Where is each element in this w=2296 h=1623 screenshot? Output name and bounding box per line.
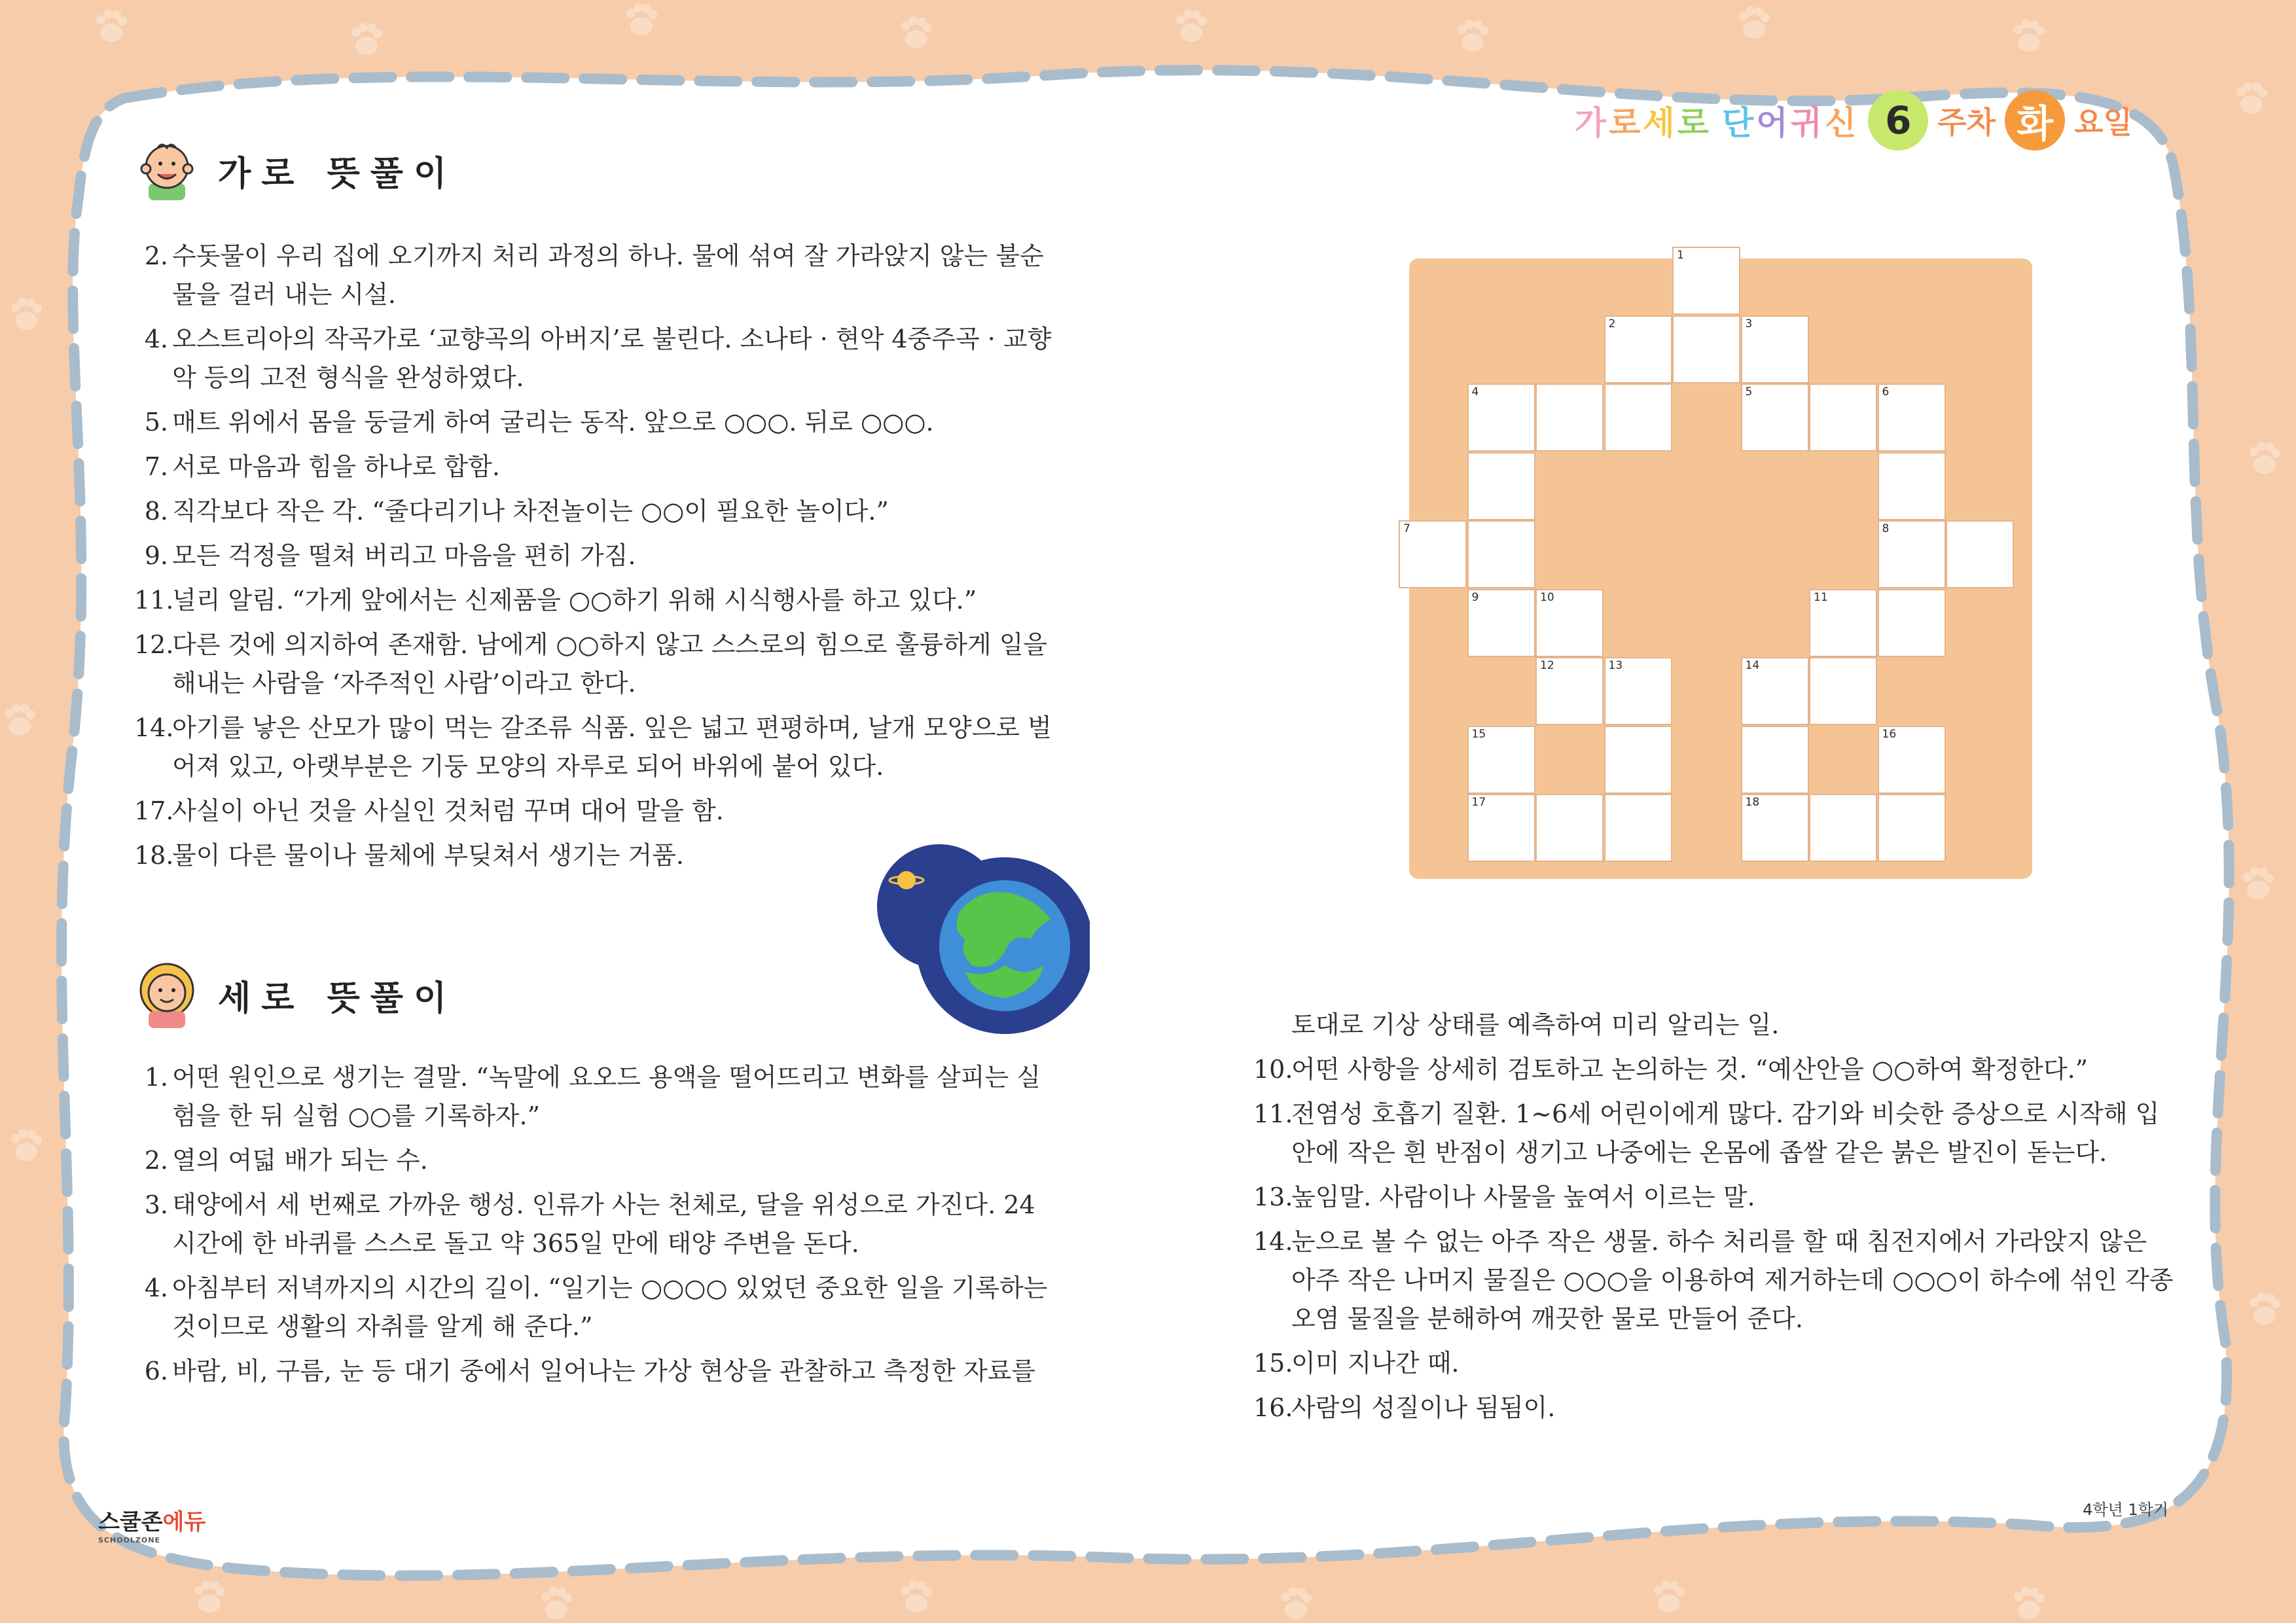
- crossword-cell[interactable]: [1809, 383, 1877, 452]
- clue-item: [1253, 1389, 2176, 1427]
- cell-number: 17: [1471, 796, 1486, 809]
- publisher-logo: [98, 1504, 206, 1544]
- clue-text: 아침부터 저녁까지의 시간의 길이. “일기는 ○○○○ 있었던 중요한 일을 기록하는 것이므로 생활의 자취를 알게 해 준다.”: [172, 1274, 1048, 1341]
- cell-number: 1: [1677, 249, 1684, 262]
- series-title-char: 단: [1722, 104, 1757, 142]
- clue-number: 14.: [1253, 1227, 1293, 1256]
- clue-text: 이미 지나간 때.: [1291, 1349, 1460, 1378]
- clue-text: 서로 마음과 힘을 하나로 합함.: [172, 452, 500, 481]
- cell-number: 9: [1471, 590, 1479, 604]
- clue-text: 수돗물이 우리 집에 오기까지 처리 과정의 하나. 물에 섞여 잘 가라앉지 않는 불순물을 걸러 내는 시설.: [172, 241, 1044, 309]
- crossword-cell[interactable]: [1535, 794, 1604, 862]
- clue-item: [134, 537, 1057, 575]
- clue-number: 9.: [144, 541, 168, 570]
- logo-text: 스쿨존: [98, 1509, 163, 1535]
- cell-number: 10: [1540, 590, 1554, 604]
- crossword-cell[interactable]: [1741, 794, 1809, 862]
- crossword-cell[interactable]: [1741, 383, 1809, 452]
- clue-item: [1253, 1344, 2176, 1383]
- series-title: [1575, 97, 1859, 144]
- crossword-cell[interactable]: [1809, 589, 1877, 657]
- cell-number: 5: [1745, 385, 1753, 399]
- across-title: 가로 뜻풀이: [218, 154, 457, 194]
- clue-number: 11.: [1253, 1099, 1293, 1128]
- clue-number: 1.: [144, 1063, 168, 1092]
- clue-number: 8.: [144, 497, 168, 526]
- clue-text: 바람, 비, 구름, 눈 등 대기 중에서 일어나는 가상 현상을 관찰하고 측정한 자료를: [172, 1357, 1036, 1385]
- cell-number: 13: [1608, 659, 1623, 672]
- clue-item: [134, 581, 1057, 620]
- clue-number: 2.: [144, 1146, 168, 1175]
- crossword-cell[interactable]: [1535, 589, 1604, 657]
- clue-number: 11.: [134, 586, 174, 615]
- clue-number: 5.: [144, 408, 168, 437]
- crossword-cell[interactable]: [1741, 726, 1809, 794]
- clue-number: 4.: [144, 1274, 168, 1302]
- clue-item: [1253, 1050, 2176, 1089]
- girl-face-icon: [134, 959, 200, 1031]
- crossword-cell[interactable]: [1878, 794, 1946, 862]
- clue-number: 12.: [134, 630, 174, 659]
- crossword-cell[interactable]: [1741, 657, 1809, 725]
- clue-item: [134, 448, 1057, 486]
- down-title: 세로 뜻풀이: [218, 978, 457, 1018]
- earth-illustration: [867, 841, 1090, 1037]
- crossword-cell[interactable]: [1467, 589, 1535, 657]
- logo-sub: SCHOOLZONE: [98, 1536, 160, 1544]
- day-badge: [2005, 90, 2065, 151]
- clue-text: 직각보다 작은 각. “줄다리기나 차전놀이는 ○○이 필요한 놀이다.”: [172, 497, 889, 526]
- clue-text: 눈으로 볼 수 없는 아주 작은 생물. 하수 처리를 할 때 침전지에서 가라앉지 않은 아주 작은 나머지 물질은 ○○○을 이용하여 제거하는데 ○○○이 하수에 섞인 각종 오염 물질을 분해하여 깨끗한 물로 만들어 준다.: [1291, 1227, 2174, 1333]
- clue-number: 18.: [134, 841, 174, 870]
- crossword-cell[interactable]: [1878, 452, 1946, 520]
- crossword-cell[interactable]: [1741, 315, 1809, 383]
- down-clue-list-left: [134, 1058, 1057, 1397]
- clue-number: 3.: [144, 1190, 168, 1219]
- clue-number: 15.: [1253, 1349, 1293, 1378]
- cell-number: 12: [1540, 659, 1554, 672]
- clue-item: [134, 792, 1057, 830]
- clue-number: 13.: [1253, 1183, 1293, 1211]
- crossword-cell[interactable]: [1399, 520, 1467, 588]
- crossword-cell[interactable]: [1878, 520, 1946, 588]
- clue-number: 2.: [144, 241, 168, 270]
- clue-number: 14.: [134, 713, 174, 742]
- clue-text: 물이 다른 물이나 물체에 부딪쳐서 생기는 거품.: [172, 841, 685, 870]
- clue-item: [134, 1186, 1057, 1263]
- cell-number: 11: [1814, 590, 1828, 604]
- clue-text: 높임말. 사람이나 사물을 높여서 이르는 말.: [1291, 1183, 1755, 1211]
- clue-number: 7.: [144, 452, 168, 481]
- clue-number: 6.: [144, 1357, 168, 1385]
- series-title-char: 로: [1677, 104, 1712, 142]
- clue-item: [134, 1352, 1057, 1391]
- crossword-cell[interactable]: [1467, 520, 1535, 588]
- cell-number: 4: [1471, 385, 1479, 399]
- crossword-cell[interactable]: [1878, 726, 1946, 794]
- across-header: [134, 137, 457, 203]
- clue-number: 17.: [134, 796, 174, 825]
- clue-item: [134, 237, 1057, 314]
- clue-text: 어떤 원인으로 생기는 결말. “녹말에 요오드 용액을 떨어뜨리고 변화를 살피는 실험을 한 뒤 실험 ○○를 기록하자.”: [172, 1063, 1041, 1130]
- clue-text: 어떤 사항을 상세히 검토하고 논의하는 것. “예산안을 ○○하여 확정한다.”: [1291, 1055, 2089, 1084]
- cell-number: 14: [1745, 659, 1760, 672]
- clue-text: 다른 것에 의지하여 존재함. 남에게 ○○하지 않고 스스로의 힘으로 훌륭하게 일을 해내는 사람을 ‘자주적인 사람’이라고 한다.: [172, 630, 1048, 698]
- crossword-cell[interactable]: [1467, 452, 1535, 520]
- crossword-cell[interactable]: [1535, 383, 1604, 452]
- clue-item: [134, 709, 1057, 786]
- week-number: 6: [1885, 98, 1912, 143]
- crossword-cell[interactable]: [1878, 589, 1946, 657]
- crossword-cell[interactable]: [1535, 657, 1604, 725]
- series-title-char: 세: [1643, 104, 1677, 142]
- series-title-char: 귀: [1790, 104, 1825, 142]
- clue-text: 사람의 성질이나 됨됨이.: [1291, 1393, 1556, 1422]
- clue-item: [134, 1058, 1057, 1135]
- clue-text: 매트 위에서 몸을 둥글게 하여 굴리는 동작. 앞으로 ○○○. 뒤로 ○○○.: [172, 408, 934, 437]
- crossword-cell[interactable]: [1604, 726, 1672, 794]
- down-clue-list-right: [1253, 1050, 2176, 1433]
- crossword-cell[interactable]: [1604, 315, 1672, 383]
- series-title-char: 로: [1609, 104, 1643, 142]
- clue-item: [134, 403, 1057, 442]
- boy-face-icon: [134, 137, 200, 203]
- clue-text: 태양에서 세 번째로 가까운 행성. 인류가 사는 천체로, 달을 위성으로 가진다. 24시간에 한 바퀴를 스스로 돌고 약 365일 만에 태양 주변을 돈다.: [172, 1190, 1035, 1258]
- cell-number: 2: [1608, 317, 1616, 330]
- clue-number: 16.: [1253, 1393, 1293, 1422]
- series-title-char: 가: [1574, 104, 1609, 142]
- day-text: 화: [2017, 101, 2054, 146]
- crossword-cell[interactable]: [1672, 315, 1740, 383]
- clue-item: [134, 626, 1057, 703]
- cell-number: 3: [1745, 317, 1753, 330]
- clue-item: [134, 1141, 1057, 1180]
- series-title-char: 어: [1756, 104, 1791, 142]
- crossword-cell[interactable]: [1604, 794, 1672, 862]
- cell-number: 8: [1882, 522, 1890, 535]
- grade-label: 4학년 1학기: [2083, 1501, 2168, 1519]
- clue-item: [134, 1269, 1057, 1346]
- clue-item: [134, 492, 1057, 531]
- cell-number: 7: [1403, 522, 1410, 535]
- cell-number: 18: [1745, 796, 1760, 809]
- clue-number: 10.: [1253, 1055, 1293, 1084]
- clue-item: [1253, 1095, 2176, 1172]
- clue-item: [1253, 1222, 2176, 1338]
- week-label: 주차: [1937, 105, 1996, 140]
- clue-text: 널리 알림. “가게 앞에서는 신제품을 ○○하기 위해 시식행사를 하고 있다.”: [172, 586, 977, 615]
- crossword-cell[interactable]: [1604, 383, 1672, 452]
- clue-text: 전염성 호흡기 질환. 1~6세 어린이에게 많다. 감기와 비슷한 증상으로 시작해 입안에 작은 흰 반점이 생기고 나중에는 온몸에 좁쌀 같은 붉은 발진이 돋는다.: [1291, 1099, 2160, 1167]
- clue-text: 오스트리아의 작곡가로 ‘교향곡의 아버지’로 불린다. 소나타 · 현악 4중주곡 · 교향악 등의 고전 형식을 완성하였다.: [172, 325, 1052, 392]
- clue-text: 열의 여덟 배가 되는 수.: [172, 1146, 428, 1175]
- across-clue-list: [134, 237, 1057, 881]
- clue-number: 4.: [144, 325, 168, 353]
- down-clue-6-continuation: 토대로 기상 상태를 예측하여 미리 알리는 일.: [1291, 1010, 1780, 1039]
- clue-item: [134, 320, 1057, 397]
- week-number-badge: [1868, 90, 1928, 151]
- crossword-cell[interactable]: [1878, 383, 1946, 452]
- crossword-cell[interactable]: [1467, 383, 1535, 452]
- series-title-char: 신: [1824, 104, 1859, 142]
- crossword-cell[interactable]: [1467, 726, 1535, 794]
- crossword-cell[interactable]: [1672, 247, 1740, 315]
- crossword-cell[interactable]: [1809, 794, 1877, 862]
- cell-number: 6: [1882, 385, 1890, 399]
- crossword-cell[interactable]: [1946, 520, 2014, 588]
- clue-text: 모든 걱정을 떨쳐 버리고 마음을 편히 가짐.: [172, 541, 636, 570]
- crossword-cell[interactable]: [1467, 794, 1535, 862]
- logo-suffix: 에듀: [162, 1509, 206, 1535]
- crossword-cell[interactable]: [1809, 657, 1877, 725]
- cell-number: 15: [1471, 727, 1486, 741]
- down-header: [134, 959, 457, 1031]
- clue-text: 사실이 아닌 것을 사실인 것처럼 꾸며 대어 말을 함.: [172, 796, 724, 825]
- cell-number: 16: [1882, 727, 1897, 741]
- page-header: [1575, 90, 2132, 151]
- day-label: 요일: [2074, 105, 2132, 140]
- clue-item: [1253, 1178, 2176, 1217]
- crossword-cell[interactable]: [1604, 657, 1672, 725]
- clue-text: 아기를 낳은 산모가 많이 먹는 갈조류 식품. 잎은 넓고 편평하며, 날개 모양으로 벌어져 있고, 아랫부분은 기둥 모양의 자루로 되어 바위에 붙어 있다.: [172, 713, 1052, 781]
